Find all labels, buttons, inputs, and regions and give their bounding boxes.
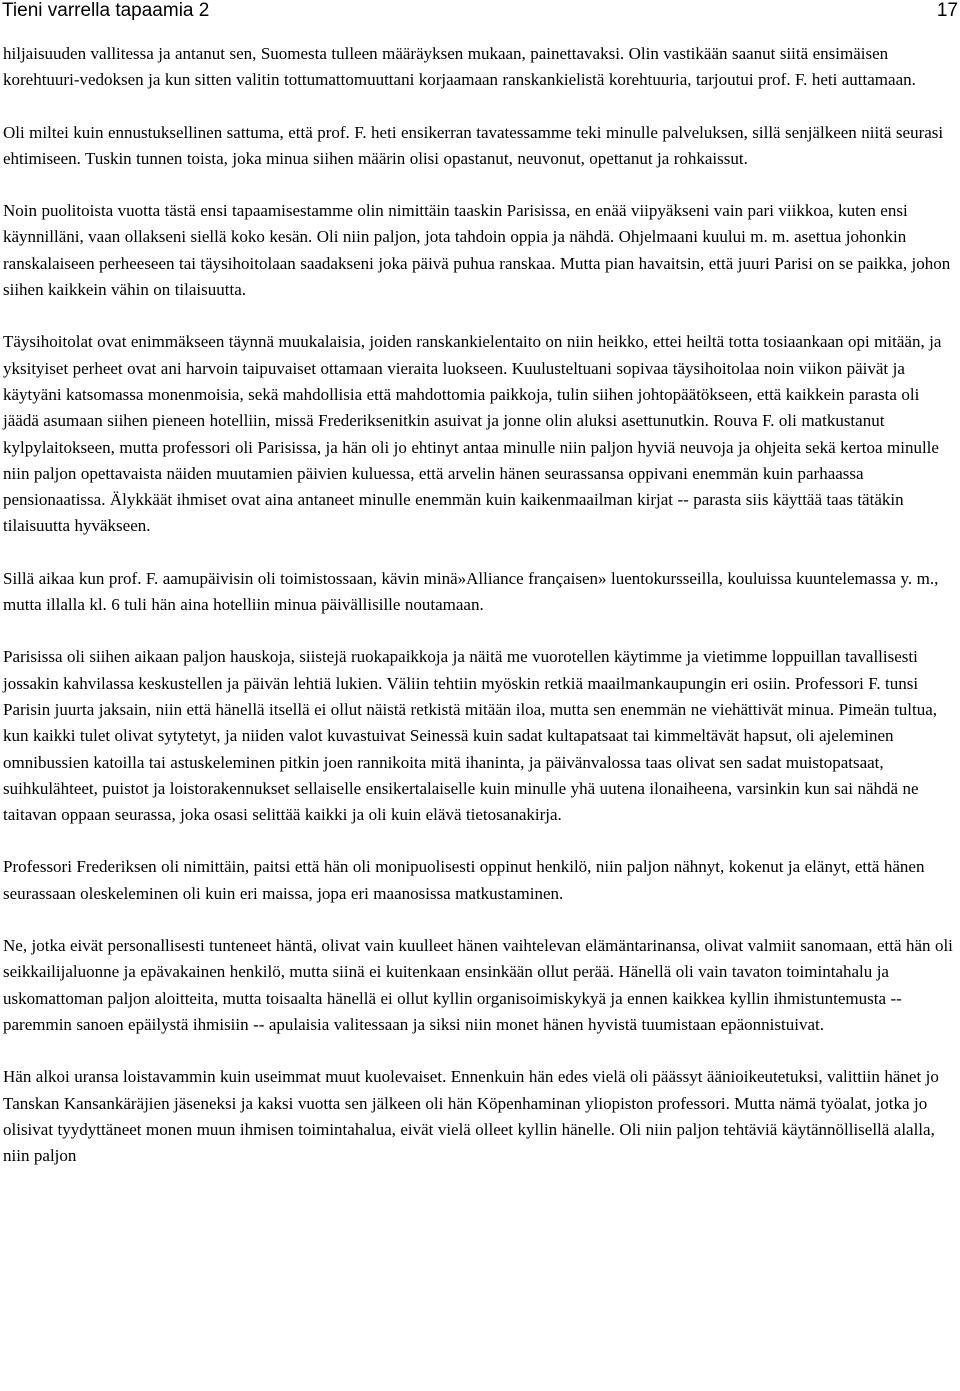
page-header <box>0 0 960 26</box>
paragraph: Hän alkoi uransa loistavammin kuin useimmat muut kuolevaiset. Ennenkuin hän edes vielä oli päässyt äänioikeutetuksi, valittiin hänet jo Tanskan Kansankäräjien jäseneksi ja kaksi vuotta sen jälkeen oli hän Köpenhaminan yliopiston professori. Mutta nämä työalat, jotka jo olisivat tyydyttäneet monen muun ihmisen toimintahalua, eivät vielä olleet kyllin hänelle. Oli niin paljon tehtäviä käytännöllisellä alalla, niin paljon <box>3 1067 939 1166</box>
document-body <box>3 41 957 1195</box>
paragraph: hiljaisuuden vallitessa ja antanut sen, Suomesta tulleen määräyksen mukaan, painettavaksi. Olin vastikään saanut siitä ensimäisen korehtuuri-vedoksen ja kun sitten valitin tottumattomuuttani korjaamaan ranskankielistä korehtuuria, tarjoutui prof. F. heti auttamaan. <box>3 44 916 90</box>
paragraph: Professori Frederiksen oli nimittäin, paitsi että hän oli monipuolisesti oppinut henkilö, niin paljon nähnyt, kokenut ja elänyt, että hänen seurassaan oleskeleminen oli kuin eri maissa, jopa eri maanosissa matkustaminen. <box>3 857 925 903</box>
page-number: 17 <box>936 0 958 21</box>
paragraph: Täysihoitolat ovat enimmäkseen täynnä muukalaisia, joiden ranskankielentaito on niin heikko, ettei heiltä totta tosiaankaan opi mitään, ja yksityiset perheet ovat ani harvoin taipuvaiset ottamaan vieraita luokseen. Kuulusteltuani sopivaa täysihoitolaa noin viikon päivät ja käytyäni katsomassa monenmoisia, sekä mahdollisia että mahdottomia paikkoja, tulin siihen johtopäätökseen, että kaikkein parasta oli jäädä asumaan siihen pieneen hotelliin, missä Frederiksenitkin asuivat ja jonne olin aluksi asettunutkin. Rouva F. oli matkustanut kylpylaitokseen, mutta professori oli Parisissa, ja hän oli jo ehtinyt antaa minulle niin paljon hyviä neuvoja ja ohjeita sekä kertoa minulle niin paljon opettavaista näiden muutamien päivien kuluessa, että arvelin hänen seurassansa oppivani enemmän kuin parhaassa pensionaatissa. Älykkäät ihmiset ovat aina antaneet minulle enemmän kuin kaikenmaailman kirjat -- parasta siis käyttää taas tätäkin tilaisuutta hyväkseen. <box>3 332 942 536</box>
paragraph: Parisissa oli siihen aikaan paljon hauskoja, siistejä ruokapaikkoja ja näitä me vuorotellen käytimme ja vietimme loppuillan tavallisesti jossakin kahvilassa keskustellen ja päivän lehtiä lukien. Väliin tehtiin myöskin retkiä maailmankaupungin eri osiin. Professori F. tunsi Parisin juurta jaksain, niin että hänellä itsellä ei ollut näistä retkistä mitään iloa, mutta sen enemmän ne viehättivät minua. Pimeän tultua, kun kaikki tulet olivat sytytetyt, ja niiden valot kuvastuivat Seinessä kuin sadat kultapatsaat tai kimmeltävät hapsut, oli ajeleminen omnibussien katoilla tai astuskeleminen pitkin joen rannikoita mitä ihaninta, ja päivänvalossa taas olivat sen sadat muistopatsaat, suihkulähteet, puistot ja loistorakennukset sellaiselle ensikertalaiselle kuin minulle yhä uutena ilonaiheena, varsinkin kun sai nähdä ne taitavan oppaan seurassa, joka osasi selittää kaikki ja oli kuin elävä tietosanakirja. <box>3 647 938 825</box>
paragraph: Sillä aikaa kun prof. F. aamupäivisin oli toimistossaan, kävin minä»Alliance françaisen» luentokursseilla, kouluissa kuuntelemassa y. m., mutta illalla kl. 6 tuli hän aina hotelliin minua päivällisille noutamaan. <box>3 568 939 615</box>
page-title: Tieni varrella tapaamia 2 <box>2 0 210 21</box>
paragraph: Noin puolitoista vuotta tästä ensi tapaamisestamme olin nimittäin taaskin Parisissa, en enää viipyäkseni vain pari viikkoa, kuten ensi käynnilläni, vaan ollakseni siellä koko kesän. Oli niin paljon, jota tahdoin oppia ja nähdä. Ohjelmaani kuului m. m. asettua johonkin ranskalaiseen perheeseen tai täysihoitolaan saadakseni joka päivä puhua ranskaa. Mutta pian havaitsin, että juuri Parisi on se paikka, johon siihen kaikkein vähin on tilaisuutta. <box>3 201 951 300</box>
paragraph: Ne, jotka eivät personallisesti tunteneet häntä, olivat vain kuulleet hänen vaihtelevan elämäntarinansa, olivat valmiit sanomaan, että hän oli seikkailijaluonne ja epävakainen henkilö, mutta siinä ei kuitenkaan ensinkään ollut perää. Hänellä oli vain tavaton toimintahalu ja uskomattoman paljon aloitteita, mutta toisaalta hänellä ei ollut kyllin organisoimiskykyä ja ennen kaikkea kyllin ihmistuntemusta -- paremmin sanoen epäilystä ihmisiin -- apulaisia valitessaan ja siksi niin monet hänen hyvistä tuumistaan epäonnistuivat. <box>3 936 953 1034</box>
paragraph: Oli miltei kuin ennustuksellinen sattuma, että prof. F. heti ensikerran tavatessamme teki minulle palveluksen, sillä senjälkeen niitä seurasi ehtimiseen. Tuskin tunnen toista, joka minua siihen määrin olisi opastanut, neuvonut, opettanut ja rohkaissut. <box>3 122 944 168</box>
